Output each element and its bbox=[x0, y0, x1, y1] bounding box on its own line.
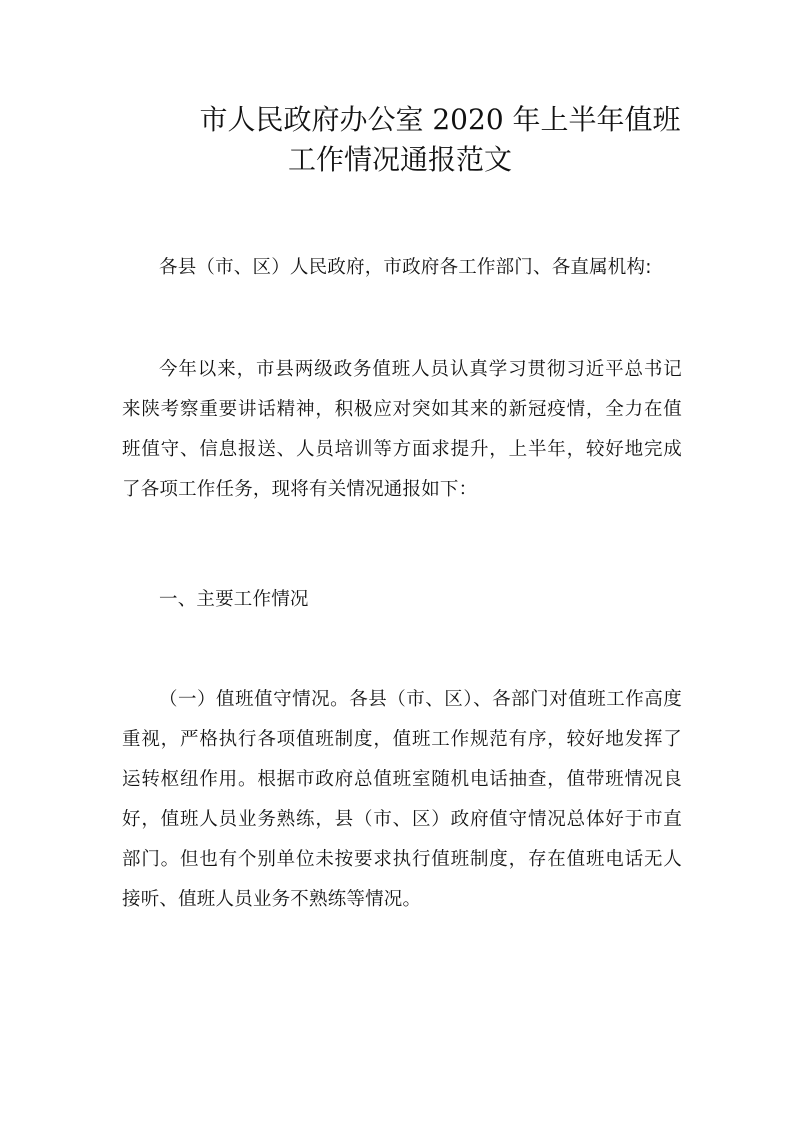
document-title-line-2: 工作情况通报范文 bbox=[287, 143, 512, 176]
intro-paragraph: 今年以来，市县两级政务值班人员认真学习贯彻习近平总书记来陕考察重要讲话精神，积极应对突如其来的新冠疫情，全力在值班值守、信息报送、人员培训等方面求提升，上半年，较好地完成了各项工作任务，现将有关情况通报如下： bbox=[122, 359, 682, 500]
section-paragraph-block bbox=[122, 680, 682, 920]
salutation-block bbox=[122, 248, 682, 288]
section-paragraph: （一）值班值守情况。各县（市、区）、各部门对值班工作高度重视，严格执行各项值班制度，值班工作规范有序，较好地发挥了运转枢纽作用。根据市政府总值班室随机电话抽查，值带班情况良好，值班人员业务熟练，县（市、区）政府值守情况总体好于市直部门。但也有个别单位未按要求执行值班制度，存在值班电话无人接听、值班人员业务不熟练等情况。 bbox=[122, 689, 682, 910]
section-heading-block bbox=[122, 580, 682, 620]
document-title-line-1: 市人民政府办公室 2020 年上半年值班 bbox=[199, 103, 681, 136]
section-heading: 一、主要工作情况 bbox=[159, 589, 309, 610]
intro-paragraph-block bbox=[122, 350, 682, 510]
salutation-text: 各县（市、区）人民政府，市政府各工作部门、各直属机构: bbox=[159, 257, 652, 278]
